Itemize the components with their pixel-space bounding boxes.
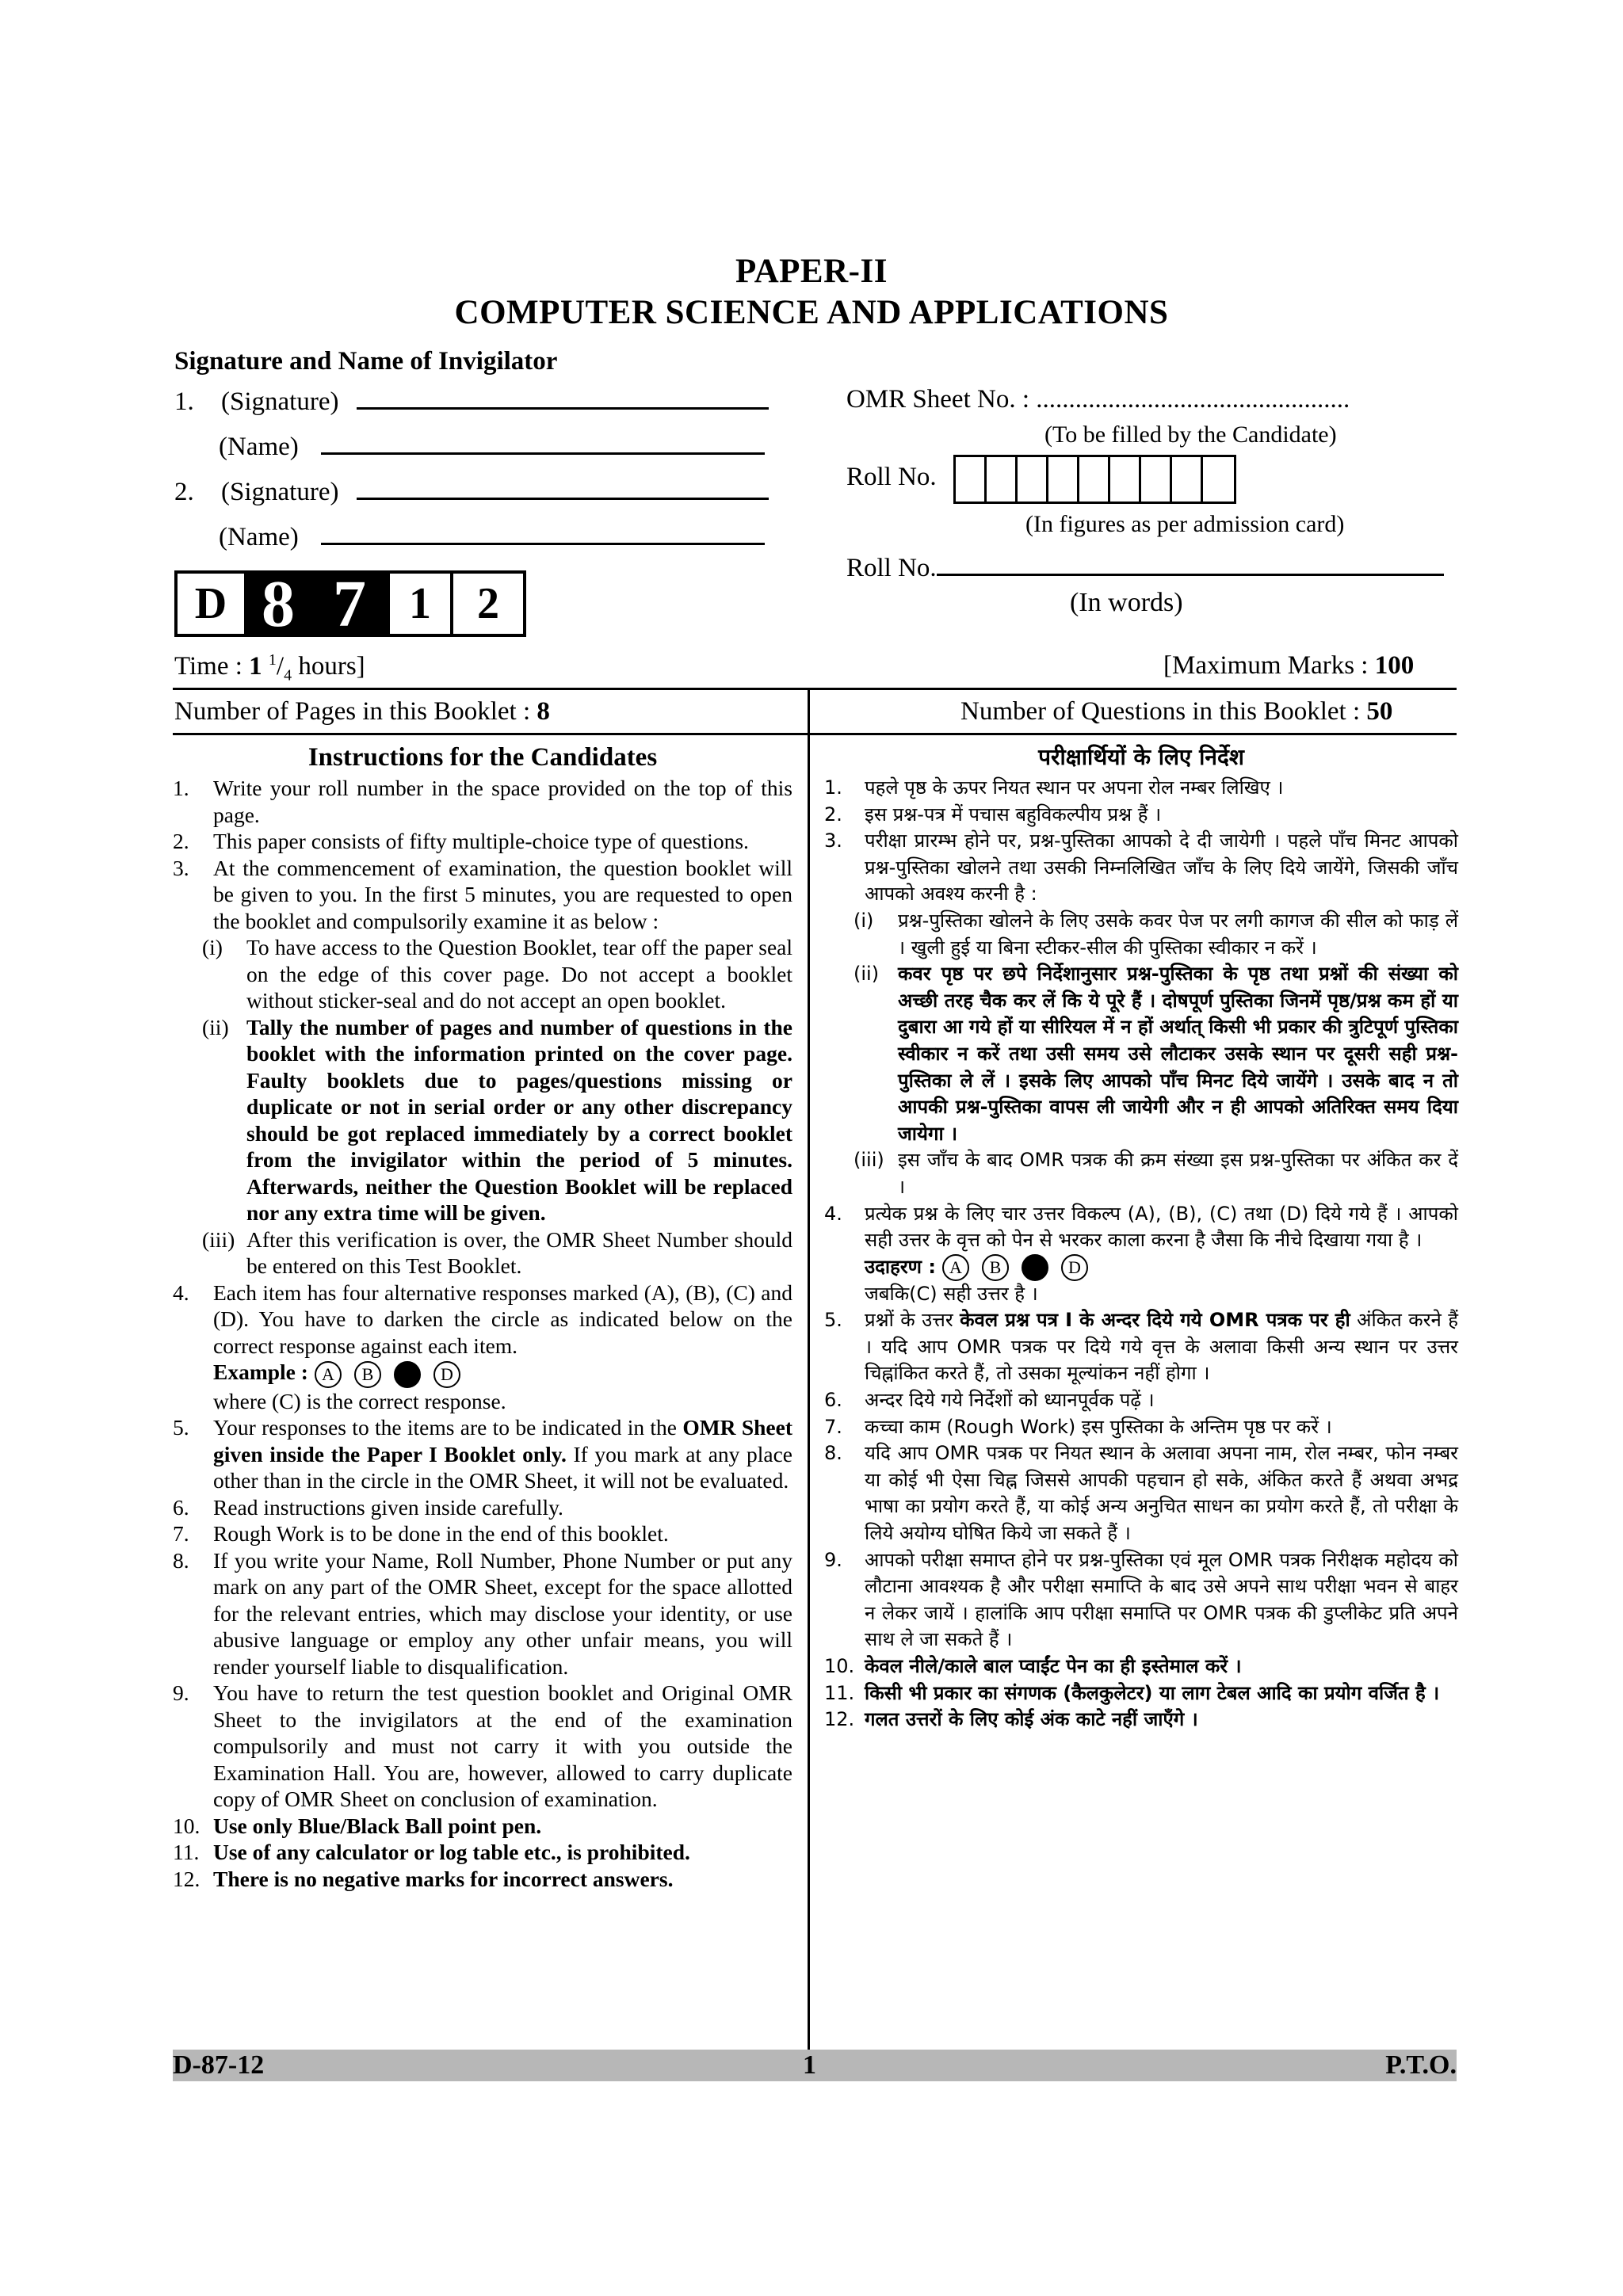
marks-prefix: [Maximum Marks :: [1163, 651, 1375, 680]
item-number: 6.: [824, 1389, 842, 1412]
example-row: [213, 1359, 792, 1388]
paper-title: PAPER-II: [735, 253, 888, 290]
invigilator-2-name: [219, 519, 765, 552]
instruction-text: केवल नीले/काले बाल प्वाईंट पेन का ही इस्तेमाल करें ।: [865, 1655, 1242, 1677]
instruction-item: [824, 1387, 1458, 1414]
instruction-text-bold: केवल प्रश्न पत्र I के अन्दर दिये गये OMR पत्रक पर ही: [960, 1309, 1350, 1332]
item-number: 10.: [173, 1813, 200, 1838]
pages-prefix: Number of Pages in this Booklet :: [174, 697, 537, 726]
divider: [173, 688, 1457, 690]
questions-prefix: Number of Questions in this Booklet :: [960, 697, 1367, 726]
instruction-item: [824, 1201, 1458, 1308]
item-number: 1.: [173, 776, 189, 800]
instruction-item: [173, 1520, 792, 1547]
signature-line[interactable]: [357, 474, 769, 500]
instruction-text: आपको परीक्षा समाप्त होने पर प्रश्न-पुस्तिका एवं मूल OMR पत्रक निरीक्षक महोदय को लौटाना आवश्यक है और परीक्षा समाप्ति के बाद उसे अपने साथ परीक्षा भवन से बाहर न लेकर जायें । हालांकि आप परीक्षा समाप्ति पर OMR पत्रक की डुप्लीकेट प्रति अपने साथ ले जा सकते हैं ।: [865, 1548, 1458, 1651]
instruction-item: [173, 1680, 792, 1813]
item-number: 12.: [173, 1866, 200, 1891]
instruction-text: This paper consists of fifty multiple-choice type of questions.: [213, 829, 749, 853]
instruction-item: [824, 1680, 1458, 1707]
example-row: [865, 1254, 1458, 1281]
item-number: 7.: [824, 1415, 842, 1438]
sub-instruction-text: कवर पृष्ठ पर छपे निर्देशानुसार प्रश्न-पुस्तिका के पृष्ठ तथा प्रश्नों की संख्या को अच्छी तरह चैक कर लें कि ये पूरे हैं । दोषपूर्ण पुस्तिका जिनमें पृष्ठ/प्रश्न कम हों या दुबारा आ गये हों या सीरियल में न हों अर्थात् किसी भी प्रकार की त्रुटिपूर्ण पुस्तिका स्वीकार न करें तथा उसी समय उसे लौटाकर उसके स्थान पर दूसरी सही प्रश्न-पुस्तिका ले लें । इसके लिए आपको पाँच मिनट दिये जायेंगे । उसके बाद न तो आपकी प्रश्न-पुस्तिका वापस ली जायेगी और न ही आपको अतिरिक्त समय दिया जायेगा ।: [898, 963, 1458, 1145]
sub-number: (iii): [854, 1149, 884, 1172]
instruction-item: [824, 1414, 1458, 1441]
instruction-item: [173, 1494, 792, 1521]
instruction-text: इस प्रश्न-पत्र में पचास बहुविकल्पीय प्रश्न हैं ।: [865, 803, 1162, 826]
sub-number: (iii): [202, 1226, 235, 1252]
instruction-text: गलत उत्तरों के लिए कोई अंक काटे नहीं जाएँगे ।: [865, 1708, 1198, 1731]
sub-instruction: [202, 934, 792, 1014]
sub-instruction-text: इस जाँच के बाद OMR पत्रक की क्रम संख्या इस प्रश्न-पुस्तिका पर अंकित कर दें ।: [898, 1149, 1458, 1198]
instructions-english: [173, 740, 792, 1892]
instruction-item: [173, 1414, 792, 1494]
instruction-text: If you write your Name, Roll Number, Phone Number or put any mark on any part of the OMR Sheet, except for the space allotted for the relevant entries, which may disclose your identity, or use abusive language or employ any other unfair means, you will render yourself liable to disqualification.: [213, 1547, 792, 1679]
instruction-text-bold: OMR Sheet given inside the Paper I Booklet only.: [213, 1415, 792, 1466]
instruction-item: [824, 1707, 1458, 1733]
item-number: 1.: [174, 387, 194, 416]
sub-instruction: [202, 1014, 792, 1226]
instruction-text: Write your roll number in the space provided on the top of this page.: [213, 776, 792, 827]
pages-value: 8: [537, 697, 550, 726]
instruction-item: [173, 1280, 792, 1415]
option-c-filled-circle: [1022, 1254, 1048, 1281]
instruction-text: परीक्षा प्रारम्भ होने पर, प्रश्न-पुस्तिका आपको दे दी जायेगी । पहले पाँच मिनट आपको प्रश्न-पुस्तिका खोलने तथा उसकी निम्नलिखित जाँच के लिए दिये जायेंगे, जिसकी जाँच आपको अवश्य करनी है :: [865, 830, 1458, 906]
example-label: उदाहरण :: [865, 1255, 936, 1278]
roll-digit-box[interactable]: [1110, 457, 1141, 502]
item-number: 9.: [173, 1680, 189, 1706]
option-a-circle: A: [315, 1361, 342, 1388]
roll-digit-box[interactable]: [1048, 457, 1079, 502]
instruction-text: You have to return the test question booklet and Original OMR Sheet to the invigilators at the end of the examination compulsorily and must not carry it with you outside the Examination Hall. You are, however, allowed to carry duplicate copy of OMR Sheet on conclusion of examination.: [213, 1680, 792, 1812]
roll-no-label: Roll No.: [846, 463, 937, 491]
sub-instruction-text: Tally the number of pages and number of questions in the booklet with the information printed on the cover page. Faulty booklets due to pages/questions missing or duplicate or not in serial order or any other discrepancy should be got replaced immediately by a correct booklet from the invigilator within the period of 5 minutes. Afterwards, neither the Question Booklet will be replaced nor any extra time will be given.: [246, 1014, 792, 1225]
item-number: 12.: [824, 1708, 855, 1731]
item-number: 4.: [173, 1280, 189, 1305]
instruction-item: [824, 775, 1458, 802]
instruction-item: [173, 1866, 792, 1893]
instruction-text: किसी भी प्रकार का संगणक (कैलकुलेटर) या लाग टेबल आदि का प्रयोग वर्जित है ।: [865, 1681, 1440, 1704]
omr-note: (To be filled by the Candidate): [1044, 421, 1337, 448]
time-denominator: 4: [284, 666, 292, 685]
time-fraction-separator: /: [276, 652, 285, 681]
instruction-text: प्रश्नों के उत्तर: [865, 1309, 960, 1332]
item-number: 10.: [824, 1655, 855, 1677]
option-d-circle: D: [433, 1361, 460, 1388]
booklet-code-digit: 1: [387, 570, 450, 637]
instruction-item: [173, 855, 792, 1280]
roll-digit-box[interactable]: [987, 457, 1018, 502]
sub-instruction: [202, 1226, 792, 1280]
roll-words-field: [846, 550, 1444, 583]
questions-count: [960, 697, 1392, 727]
sub-number: (i): [854, 909, 874, 932]
time-suffix: hours]: [292, 652, 365, 681]
instruction-text: प्रत्येक प्रश्न के लिए चार उत्तर विकल्प (A), (B), (C) तथा (D) दिये गये हैं । आपको सही उत्तर के वृत्त को पेन से भरकर काला करना है जैसा कि नीचे दिखाया गया है ।: [865, 1202, 1458, 1252]
roll-digit-box[interactable]: [1172, 457, 1203, 502]
instruction-text: Use of any calculator or log table etc., is prohibited.: [213, 1840, 690, 1865]
instruction-text: Rough Work is to be done in the end of this booklet.: [213, 1521, 669, 1547]
booklet-code-digit: 8: [244, 570, 309, 637]
signature-label: (Signature): [221, 478, 339, 506]
option-b-circle: B: [982, 1254, 1009, 1281]
option-d-circle: D: [1061, 1254, 1088, 1281]
questions-value: 50: [1366, 697, 1393, 726]
instruction-item: [824, 802, 1458, 829]
sub-instruction: [854, 961, 1458, 1147]
invigilator-1-signature: [174, 383, 769, 417]
item-number: 1.: [824, 776, 842, 799]
item-number: 8.: [824, 1442, 842, 1465]
name-label: (Name): [219, 523, 299, 551]
sub-number: (ii): [202, 1014, 229, 1039]
instructions-heading-hindi: परीक्षार्थियों के लिए निर्देश: [1038, 744, 1244, 770]
sub-instruction-text: To have access to the Question Booklet, tear off the paper seal on the edge of this cover page. Do not accept a booklet without sticker-seal and do not accept an open booklet.: [246, 935, 792, 1013]
instruction-item: [173, 1813, 792, 1840]
time-allowed: [174, 651, 365, 685]
sub-instruction-text: After this verification is over, the OMR Sheet Number should be entered on this Test Booklet.: [246, 1226, 792, 1278]
booklet-code-digit: 7: [309, 570, 387, 637]
invigilator-2-signature: [174, 474, 769, 507]
instruction-text: If you mark at any place other than in the circle in the OMR Sheet, it will not be evaluated.: [213, 1441, 792, 1493]
name-line[interactable]: [321, 519, 765, 545]
item-number: 11.: [173, 1840, 200, 1865]
instruction-text: पहले पृष्ठ के ऊपर नियत स्थान पर अपना रोल नम्बर लिखिए ।: [865, 776, 1284, 799]
option-b-circle: B: [354, 1361, 381, 1388]
time-prefix: Time :: [174, 652, 250, 681]
instruction-text: अंकित करने हैं । यदि आप OMR पत्रक पर दिये गये वृत्त के अलावा किसी अन्य स्थान पर उत्तर चिह्नांकित करते हैं, तो उसका मूल्यांकन नहीं होगा ।: [865, 1309, 1458, 1385]
invigilator-heading: Signature and Name of Invigilator: [174, 347, 558, 376]
instruction-text: Each item has four alternative responses marked (A), (B), (C) and (D). You have to darken the circle as indicated below on the correct response against each item.: [213, 1280, 792, 1358]
item-number: 2.: [824, 803, 842, 826]
instruction-text: Use only Blue/Black Ball point pen.: [213, 1813, 542, 1838]
instruction-text: Read instructions given inside carefully.: [213, 1494, 563, 1520]
item-number: 2.: [174, 478, 194, 506]
instruction-item: [824, 1653, 1458, 1680]
booklet-code-digit: 2: [450, 570, 526, 637]
column-divider: [808, 688, 810, 2050]
roll-words-line[interactable]: [937, 550, 1444, 576]
roll-digit-box[interactable]: [1203, 457, 1234, 502]
roll-digit-box[interactable]: [956, 457, 987, 502]
omr-sheet-no: OMR Sheet No. : ................................................: [846, 385, 1350, 414]
subject-title: COMPUTER SCIENCE AND APPLICATIONS: [454, 294, 1169, 331]
pages-count: [174, 697, 550, 727]
item-number: 7.: [173, 1521, 189, 1547]
example-note: where (C) is the correct response.: [213, 1388, 506, 1413]
instruction-item: [173, 828, 792, 855]
instruction-item: [824, 1307, 1458, 1387]
instruction-text: कच्चा काम (Rough Work) इस पुस्तिका के अन्तिम पृष्ठ पर करें ।: [865, 1415, 1332, 1438]
roll-digit-box[interactable]: [1018, 457, 1048, 502]
item-number: 4.: [824, 1202, 842, 1225]
page-number: 1: [803, 2050, 816, 2080]
signature-label: (Signature): [221, 387, 339, 416]
option-c-filled-circle: [394, 1361, 421, 1388]
roll-number-boxes[interactable]: [953, 455, 1236, 504]
option-a-circle: A: [942, 1254, 969, 1281]
time-numerator: 1: [268, 651, 277, 669]
instruction-text: यदि आप OMR पत्रक पर नियत स्थान के अलावा अपना नाम, रोल नम्बर, फोन नम्बर या कोई भी ऐसा चिह्न जिससे आपकी पहचान हो सके, अंकित करते हैं अथवा अभद्र भाषा का प्रयोग करते हैं, या कोई अन्य अनुचित साधन का प्रयोग करते हैं, तो परीक्षा के लिये अयोग्य घोषित किये जा सकते हैं ।: [865, 1442, 1458, 1545]
name-line[interactable]: [321, 429, 765, 455]
instruction-text: Your responses to the items are to be indicated in the: [213, 1415, 683, 1440]
instruction-item: [173, 775, 792, 828]
sub-instruction: [854, 908, 1458, 961]
signature-line[interactable]: [357, 383, 769, 410]
instruction-text: अन्दर दिये गये निर्देशों को ध्यानपूर्वक पढ़ें ।: [865, 1389, 1155, 1412]
roll-digit-box[interactable]: [1141, 457, 1172, 502]
item-number: 6.: [173, 1494, 189, 1520]
roll-digit-box[interactable]: [1079, 457, 1110, 502]
instructions-hindi: [824, 740, 1458, 1733]
roll-figures-note: (In figures as per admission card): [1025, 511, 1345, 537]
divider: [173, 733, 1457, 735]
name-label: (Name): [219, 433, 299, 461]
item-number: 5.: [824, 1309, 842, 1332]
example-label: Example :: [213, 1360, 308, 1384]
instruction-item: [173, 1547, 792, 1680]
booklet-code-letter: D: [174, 570, 244, 637]
maximum-marks: [1163, 651, 1414, 681]
item-number: 3.: [824, 830, 842, 852]
sub-number: (ii): [854, 963, 880, 986]
marks-value: 100: [1374, 651, 1415, 680]
item-number: 8.: [173, 1547, 189, 1573]
instruction-item: [824, 1547, 1458, 1653]
pto-label: P.T.O.: [1385, 2050, 1457, 2080]
roll-words-label: Roll No.: [846, 554, 937, 582]
item-number: 5.: [173, 1415, 189, 1440]
item-number: 9.: [824, 1548, 842, 1571]
item-number: 2.: [173, 829, 189, 853]
time-whole: 1: [249, 652, 269, 681]
instruction-item: [173, 1839, 792, 1866]
footer-code: D-87-12: [173, 2050, 265, 2080]
instruction-text: At the commencement of examination, the question booklet will be given to you. In the first 5 minutes, you are requested to open the booklet and compulsorily examine it as below :: [213, 855, 792, 933]
sub-instruction: [854, 1147, 1458, 1200]
roll-words-note: (In words): [1070, 588, 1183, 617]
instructions-heading: Instructions for the Candidates: [307, 743, 658, 772]
item-number: 11.: [824, 1681, 855, 1704]
instruction-item: [824, 1440, 1458, 1547]
page-footer: [173, 2050, 1457, 2081]
sub-number: (i): [202, 935, 223, 959]
invigilator-1-name: [219, 429, 765, 462]
instruction-text: There is no negative marks for incorrect answers.: [213, 1866, 674, 1891]
example-note: जबकि(C) सही उत्तर है ।: [865, 1282, 1038, 1305]
instruction-item: [824, 828, 1458, 1200]
item-number: 3.: [173, 855, 189, 880]
sub-instruction-text: प्रश्न-पुस्तिका खोलने के लिए उसके कवर पेज पर लगी कागज की सील को फाड़ लें । खुली हुई या बिना स्टीकर-सील की पुस्तिका स्वीकार न करें ।: [898, 909, 1458, 959]
